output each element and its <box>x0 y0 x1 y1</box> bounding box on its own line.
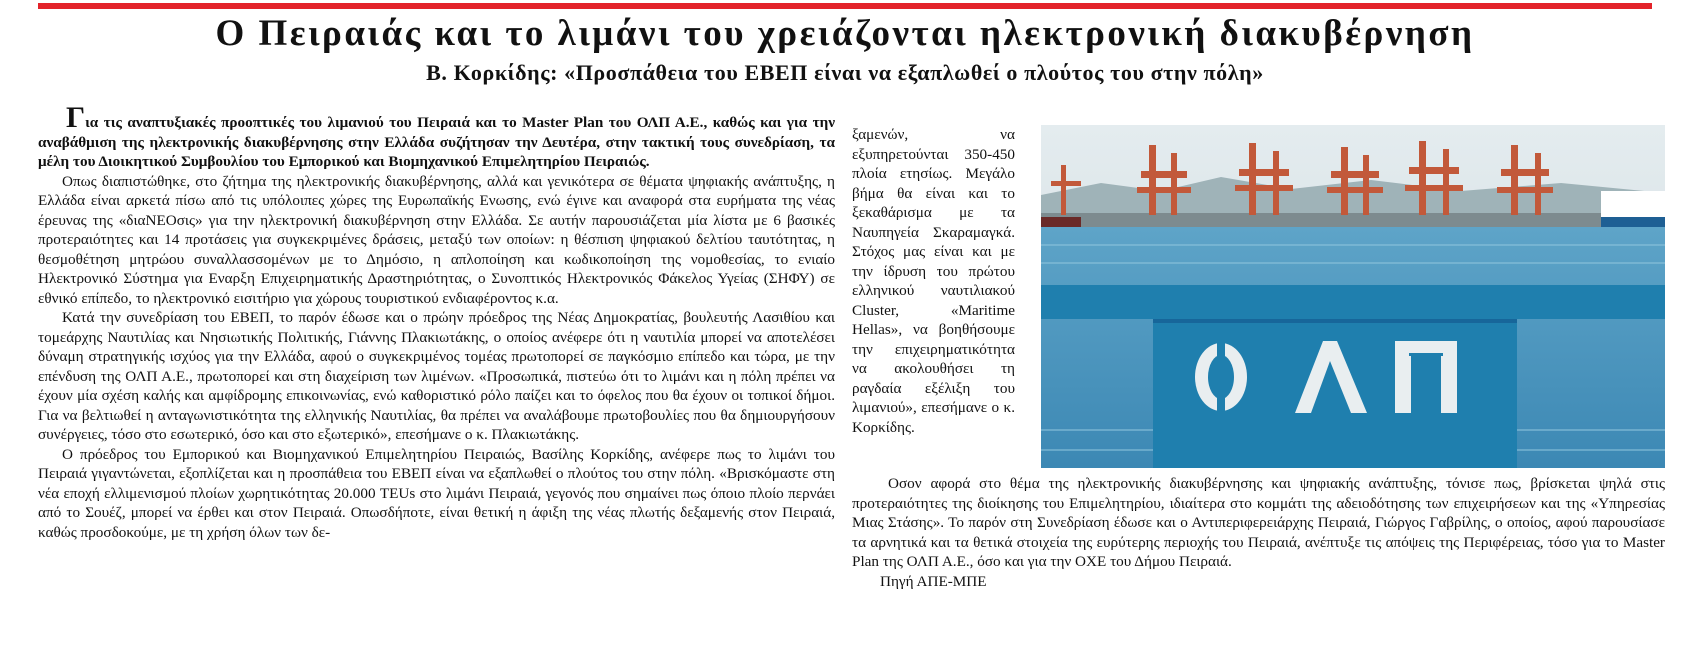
narrow-column-text: ξαμενών, να εξυπηρετούνται 350-450 πλοία ετησίως. Μεγάλο βήμα θα είναι και το ξεκαθάρισμα με τα Ναυπηγεία Σκαραμαγκά. Στόχος μας είναι και με την ίδρυση του πρώτου ελληνικού ναυτιλιακού Cluster, «Maritime Hellas», να βοηθήσουμε την επιχειρηματικότητα να ακολουθήσει τη ραγδαία εξέλιξη του λιμανιού», επεσήμανε ο κ. Κορκίδης. <box>852 126 1015 436</box>
lead-text: ια τις αναπτυξιακές προοπτικές του λιμανιού του Πειραιά και το Master Plan του ΟΛΠ Α.Ε., καθώς και για την αναβάθμιση της ηλεκτρονικής διακυβέρνησης στην Ελλάδα συζήτησαν την Δευτέρα, στην τακτική τους συνεδρίαση, τα μέλη του Διοικητικού Συμβουλίου του Εμπορικού και Βιομηχανικού Επιμελητηρίου Πειραιώς. <box>38 114 835 170</box>
paragraph-1: Οπως διαπιστώθηκε, στο ζήτημα της ηλεκτρονικής διακυβέρνησης, αλλά και γενικότερα σε θέματα ψηφιακής ανάπτυξης, η Ελλάδα είναι αρκετά πίσω από τις υπόλοιπες χώρες της Ευρωπαϊκής Ενωσης, ενώ έγινε και αναφορά στα ευρήματα της νέας έρευνας της «διαΝΕΟσις» για την ηλεκτρονική διακυβέρνηση στην Ελλάδα. Σε αυτήν παρουσιάζεται μία λίστα με 6 βασικές προτεραιότητες και 14 προτάσεις για συγκεκριμένες δράσεις, μεταξύ των οποίων: η θέσπιση ψηφιακού δελτίου ταυτότητας, η θεσμοθέτηση μητρώου συναλλασσομένων με το Δημόσιο, η απλοποίηση και κωδικοποίηση της νομοθεσίας, το ενιαίο Ηλεκτρονικό Σύστημα για Εναρξη Επιχειρηματικής Δραστηριότητας, ο Συνοπτικός Ηλεκτρονικός Φάκελος Υγείας (ΣΗΦΥ) σε εθνικό επίπεδο, το ηλεκτρονικό εισιτήριο για χώρους τουριστικού ενδιαφέροντος κ.α. <box>38 172 835 307</box>
port-photo <box>1041 125 1665 468</box>
lead-paragraph <box>38 101 835 172</box>
bottom-column <box>852 474 1665 591</box>
paragraph-2: Κατά την συνεδρίαση του ΕΒΕΠ, το παρόν έδωσε και ο πρώην πρόεδρος της Νέας Δημοκρατίας, βουλευτής Λασιθίου και τομεάρχης Ναυτιλίας και Νησιωτικής Πολιτικής, Γιάννης Πλακιωτάκης, ο οποίος ανέφερε ότι η ναυτιλία μπορεί να αποτελέσει δύναμη στρατηγικής ισχύος για την Ελλάδα, αφού ο συγκεκριμένος τομέας πρωτοπορεί σε παγκόσμιο επίπεδο και τώρα, με την επένδυση της ΟΛΠ Α.Ε., πρωτοπορεί και στη διαχείριση των λιμένων. «Προσωπικά, πιστεύω ότι το λιμάνι και η πόλη πρέπει να έχουν μία σχέση καλής και αμφίδρομης επικοινωνίας, ενώ καθοριστικό ρόλο παίζει και το όφελος που θα έχουν οι τοπικοί δήμοι. Για να βελτιωθεί η ανταγωνιστικότητα της ελληνικής Ναυτιλίας, θα πρέπει να αναλάβουμε πρωτοβουλίες που θα δημιουργήσουν συνέργειες, τόσο στο εσωτερικό, όσο και στο εξωτερικό», επεσήμανε ο κ. Πλακιωτάκης. <box>38 309 835 443</box>
paragraph-3: Ο πρόεδρος του Εμπορικού και Βιομηχανικού Επιμελητηρίου Πειραιώς, Βασίλης Κορκίδης, ανέφερε πως το λιμάνι του Πειραιά γιγαντώνεται, εξοπλίζεται και η προσπάθεια του ΕΒΕΠ είναι να εξαπλωθεί ο πλούτος του στην πόλη. «Βρισκόμαστε στη νέα εποχή ελλιμενισμού πλοίων χωρητικότητας 20.000 TEUs στο λιμάνι Πειραιά, γεγονός που σημαίνει πως όποιο πλοίο περνάει από το Σουέζ, μπορεί να έρθει και στον Πειραιά. Οπωσδήποτε, είναι θετική η άφιξη της νέας πλωτής δεξαμενής στον Πειραιά, καθώς προσδοκούμε, με τη χρήση όλων των δε- <box>38 445 835 541</box>
port-photo-illustration <box>1041 125 1665 468</box>
paragraph-4: Οσον αφορά στο θέμα της ηλεκτρονικής διακυβέρνησης και ψηφιακής ανάπτυξης, τόνισε πως, βρίσκεται ψηλά στις προτεραιότητες της διοίκησης του Επιμελητηρίου, ιδιαίτερα στο κομμάτι της αδειοδότησης των επιχειρήσεων και της «Υπηρεσίας Μιας Στάσης». Το παρόν στη Συνεδρίαση έδωσε και ο Αντιπεριφερειάρχης Πειραιά, Γιώργος Γαβρίλης, ο οποίος, αφού παρουσίασε τα αρνητικά και τα θετικά στοιχεία της ευρύτερης περιοχής του Πειραιά, ανέπτυξε τις απόψεις της Περιφέρειας, τόσο για το Master Plan της ΟΛΠ Α.Ε., όσο και για την ΟΧΕ του Δήμου Πειραιά. <box>852 475 1665 570</box>
main-column <box>38 101 835 542</box>
subheadline: Β. Κορκίδης: «Προσπάθεια του ΕΒΕΠ είναι να εξαπλωθεί ο πλούτος του στην πόλη» <box>426 60 1264 85</box>
headline: Ο Πειραιάς και το λιμάνι του χρειάζονται ηλεκτρονική διακυβέρνηση <box>215 13 1475 54</box>
top-rule <box>38 3 1652 9</box>
source-credit: Πηγή ΑΠΕ-ΜΠΕ <box>880 572 987 590</box>
drop-cap: Γ <box>66 101 86 134</box>
